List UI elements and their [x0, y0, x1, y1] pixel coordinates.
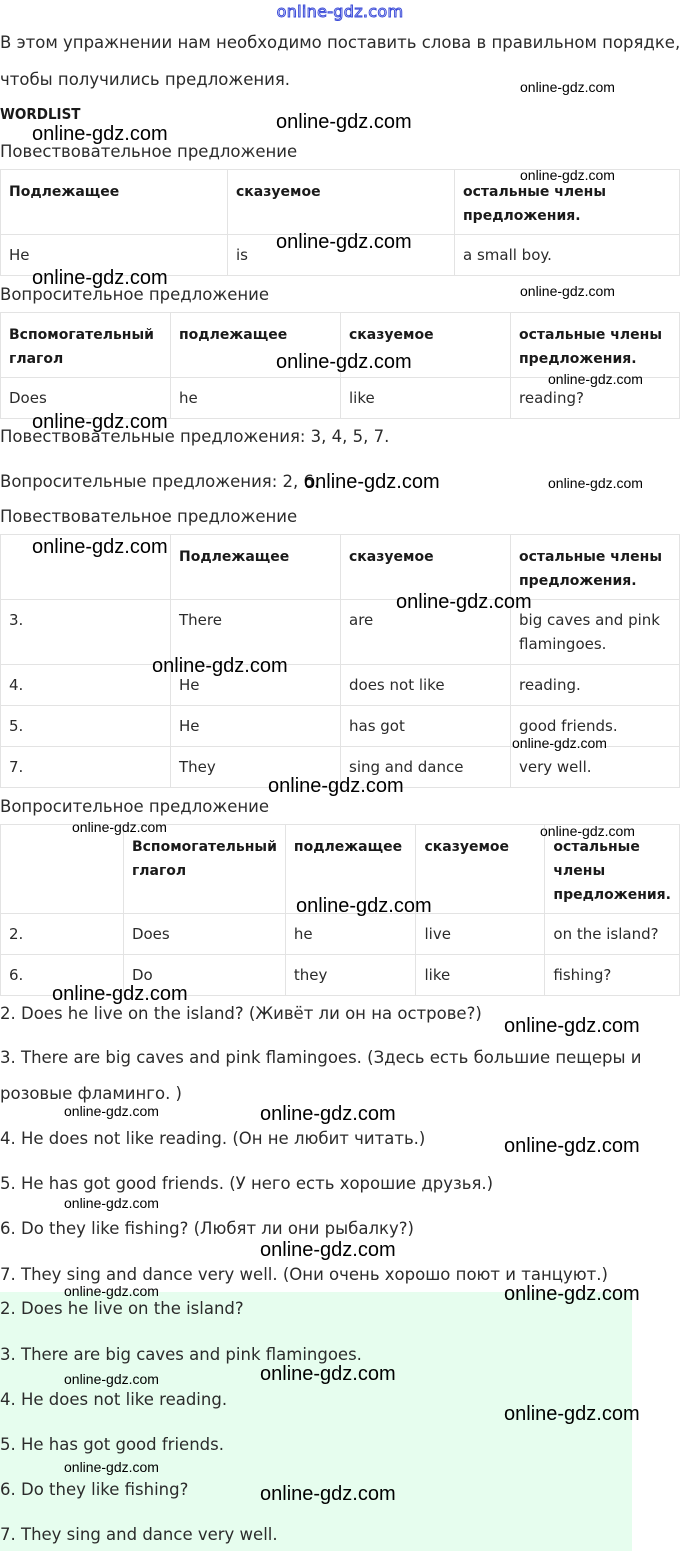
- table-cell: reading?: [511, 378, 680, 419]
- watermark-text: online-gdz.com: [520, 167, 615, 183]
- watermark-text: online-gdz.com: [52, 983, 188, 1005]
- table-cell: like: [416, 955, 545, 996]
- table-cell: 4.: [1, 665, 171, 706]
- interrogative-table-caption: Вопросительное предложение: [0, 797, 270, 816]
- watermark-text: online-gdz.com: [504, 1283, 640, 1305]
- table-cell: like: [341, 378, 511, 419]
- watermark-text: online-gdz.com: [72, 819, 167, 835]
- watermark-text: online-gdz.com: [304, 471, 440, 493]
- table-header: Подлежащее: [1, 170, 228, 235]
- watermark-text: online-gdz.com: [296, 895, 432, 917]
- table-header: подлежащее: [285, 825, 416, 914]
- translation-line: 7. They sing and dance very well. (Они очень хорошо поют и танцуют.): [0, 1265, 608, 1284]
- answer-line: 3. There are big caves and pink flamingoes.: [0, 1345, 362, 1364]
- example-declarative-table: [0, 169, 680, 276]
- table-header: сказуемое: [228, 170, 455, 235]
- table-row: [1, 600, 680, 665]
- table-cell: has got: [341, 706, 511, 747]
- translation-line: 4. He does not like reading. (Он не любит читать.): [0, 1129, 426, 1148]
- translation-line: розовые фламинго. ): [0, 1084, 182, 1103]
- watermark-text: online-gdz.com: [64, 1103, 159, 1119]
- watermark-text: online-gdz.com: [512, 735, 607, 751]
- watermark-text: online-gdz.com: [32, 411, 168, 433]
- table-header: остальные члены предложения.: [455, 170, 680, 235]
- table-row: [1, 914, 680, 955]
- table-cell: are: [341, 600, 511, 665]
- table-cell: 7.: [1, 747, 171, 788]
- watermark-text: online-gdz.com: [32, 267, 168, 289]
- answer-line: 6. Do they like fishing?: [0, 1480, 189, 1499]
- watermark-text: online-gdz.com: [504, 1403, 640, 1425]
- translation-line: 2. Does he live on the island? (Живёт ли он на острове?): [0, 1004, 482, 1023]
- table-header: остальные члены предложения.: [545, 825, 680, 914]
- table-cell: does not like: [341, 665, 511, 706]
- table-header: Вспомогательный глагол: [1, 313, 171, 378]
- table-cell: fishing?: [545, 955, 680, 996]
- watermark-text: online-gdz.com: [64, 1371, 159, 1387]
- answer-line: 2. Does he live on the island?: [0, 1299, 244, 1318]
- watermark-text: online-gdz.com: [268, 775, 404, 797]
- translation-line: 3. There are big caves and pink flamingoes. (Здесь есть большие пещеры и: [0, 1048, 642, 1067]
- table-cell: is: [228, 235, 455, 276]
- watermark-text: online-gdz.com: [276, 351, 412, 373]
- wordlist-heading: WORDLIST: [0, 105, 81, 123]
- watermark-text: online-gdz.com: [276, 231, 412, 253]
- table-cell: he: [171, 378, 341, 419]
- summary-declarative: Повествовательные предложения: 3, 4, 5, 7.: [0, 427, 390, 446]
- table-cell: good friends.: [511, 706, 680, 747]
- table-header: сказуемое: [341, 313, 511, 378]
- table-header: подлежащее: [171, 313, 341, 378]
- watermark-text: online-gdz.com: [64, 1459, 159, 1475]
- table-cell: sing and dance: [341, 747, 511, 788]
- translation-line: 6. Do they like fishing? (Любят ли они рыбалку?): [0, 1219, 414, 1238]
- table-cell: Does: [123, 914, 285, 955]
- table-header: [1, 825, 124, 914]
- table-cell: on the island?: [545, 914, 680, 955]
- watermark-text: online-gdz.com: [64, 1283, 159, 1299]
- watermark-text: online-gdz.com: [396, 591, 532, 613]
- watermark-text: online-gdz.com: [548, 371, 643, 387]
- table-header: Вспомогательный глагол: [123, 825, 285, 914]
- table-cell: they: [285, 955, 416, 996]
- example-declarative-caption: Повествовательное предложение: [0, 142, 298, 161]
- table-header: Подлежащее: [171, 535, 341, 600]
- table-cell: There: [171, 600, 341, 665]
- table-header: сказуемое: [416, 825, 545, 914]
- watermark-text: online-gdz.com: [548, 475, 643, 491]
- table-cell: a small boy.: [455, 235, 680, 276]
- table-cell: He: [1, 235, 228, 276]
- watermark-text: online-gdz.com: [32, 123, 168, 145]
- intro-line-2: чтобы получились предложения.: [0, 70, 291, 89]
- answer-line: 5. He has got good friends.: [0, 1435, 224, 1454]
- table-cell: 5.: [1, 706, 171, 747]
- translation-line: 5. He has got good friends. (У него есть хорошие друзья.): [0, 1174, 494, 1193]
- table-cell: They: [171, 747, 341, 788]
- table-header: сказуемое: [341, 535, 511, 600]
- watermark-text: online-gdz.com: [64, 1195, 159, 1211]
- table-cell: Do: [123, 955, 285, 996]
- table-cell: reading.: [511, 665, 680, 706]
- table-cell: very well.: [511, 747, 680, 788]
- site-logo-text: online-gdz.com: [276, 2, 404, 21]
- watermark-text: online-gdz.com: [260, 1103, 396, 1125]
- watermark-text: online-gdz.com: [260, 1363, 396, 1385]
- summary-interrogative: Вопросительные предложения: 2, 6.: [0, 472, 320, 491]
- answer-line: 4. He does not like reading.: [0, 1390, 228, 1409]
- example-interrogative-caption: Вопросительное предложение: [0, 285, 270, 304]
- table-cell: 6.: [1, 955, 124, 996]
- table-cell: he: [285, 914, 416, 955]
- table-cell: 2.: [1, 914, 124, 955]
- table-header: остальные члены предложения.: [511, 313, 680, 378]
- watermark-text: online-gdz.com: [504, 1135, 640, 1157]
- table-cell: Does: [1, 378, 171, 419]
- watermark-text: online-gdz.com: [32, 536, 168, 558]
- intro-line-1: В этом упражнении нам необходимо поставить слова в правильном порядке,: [0, 33, 680, 52]
- watermark-text: online-gdz.com: [520, 283, 615, 299]
- table-row: [1, 665, 680, 706]
- watermark-text: online-gdz.com: [540, 823, 635, 839]
- watermark-text: online-gdz.com: [260, 1483, 396, 1505]
- table-header: остальные члены предложения.: [511, 535, 680, 600]
- table-cell: live: [416, 914, 545, 955]
- watermark-text: online-gdz.com: [504, 1015, 640, 1037]
- answer-line: 7. They sing and dance very well.: [0, 1525, 278, 1544]
- watermark-text: online-gdz.com: [520, 79, 615, 95]
- table-cell: 3.: [1, 600, 171, 665]
- table-cell: He: [171, 706, 341, 747]
- watermark-text: online-gdz.com: [276, 111, 412, 133]
- table-cell: He: [171, 665, 341, 706]
- table-cell: big caves and pink flamingoes.: [511, 600, 680, 665]
- watermark-text: online-gdz.com: [152, 655, 288, 677]
- watermark-text: online-gdz.com: [260, 1239, 396, 1261]
- declarative-table-caption: Повествовательное предложение: [0, 507, 298, 526]
